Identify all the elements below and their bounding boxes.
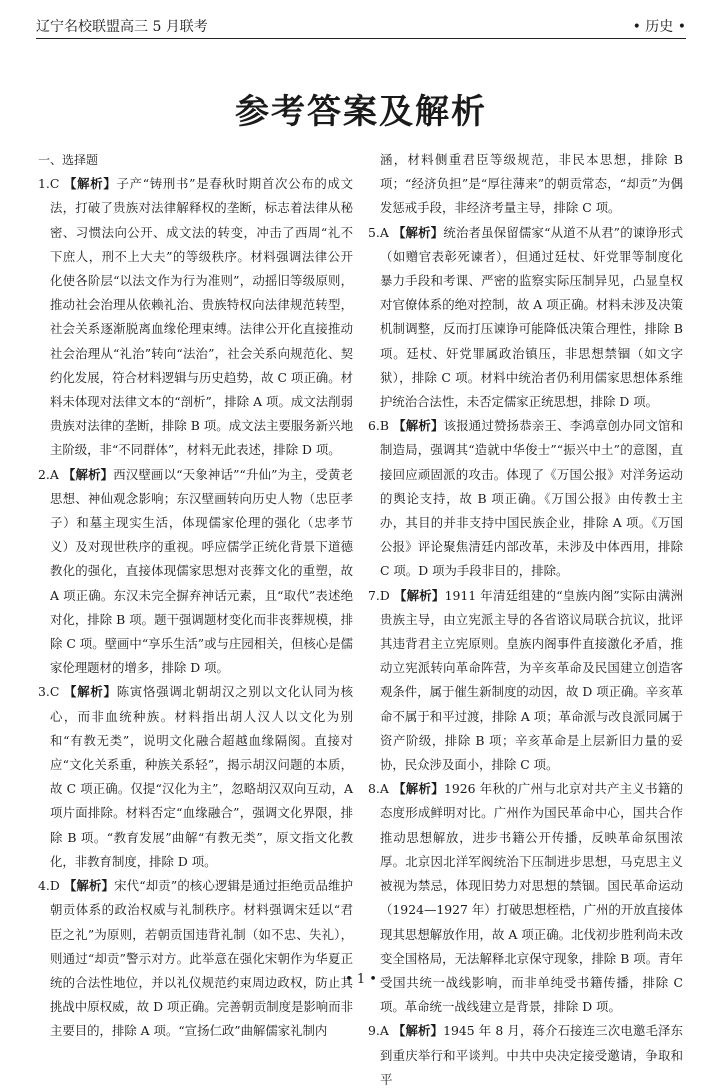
left-column	[38, 148, 353, 1044]
answer-item: 2.A 【解析】西汉壁画以“天象神话”“升仙”为主，受黄老思想、神仙观念影响；东汉壁画转向历史人物（忠臣孝子）和墓主现实生活，体现儒家伦理的强化（忠孝节义）及对现世秩序的重视。呼应儒学正统化背景下道德教化的强化，直接体现儒家思想对丧葬文化的重塑，故 A 项正确。东汉未完全摒弃神话元素，且“取代”表述绝对化，排除 B 项。题干强调题材变化而非丧葬规模，排除 C 项。壁画中“享乐生活”或与庄园相关，但核心是儒家伦理题材的增多，排除 D 项。	[38, 466, 353, 676]
page-header	[36, 14, 686, 39]
right-column	[368, 148, 683, 1092]
page-number: • 1 •	[345, 972, 377, 987]
section-heading: 一、选择题	[38, 153, 99, 167]
answer-item: 5.A 【解析】统治者虽保留儒家“从道不从君”的谏诤形式（如赠官表彰死谏者），但通过廷杖、奸党罪等制度化暴力手段和考课、严密的监察实际压制异见，凸显皇权对官僚体系的绝对控制，故 A 项正确。材料未涉及决策机制调整，反而打压谏诤可能降低决策合理性，排除 B 项。廷杖、奸党罪属政治镇压，非思想禁锢（如文字狱），排除 C 项。材料中统治者仍利用儒家思想体系维护统治合法性，未否定儒家正统思想，排除 D 项。	[368, 224, 684, 410]
page-title: 参考答案及解析	[235, 92, 487, 132]
answer-item: 4.D 【解析】宋代“却贡”的核心逻辑是通过拒绝贡品维护朝贡体系的政治权威与礼制秩序。材料强调宋廷以“君臣之礼”为原则，若朝贡国违背礼制（如不忠、失礼），则通过“却贡”警示对方。此举意在强化宋朝作为华夏正统的合法性地位，并以礼仪规范约束周边政权，防止其挑战中原权威，故 D 项正确。完善朝贡制度是影响而非主要目的，排除 A 项。“宣扬仁政”曲解儒家礼制内	[38, 878, 353, 1039]
answer-continuation: 涵，材料侧重君臣等级规范，非民本思想，排除 B 项；“经济负担”是“厚往薄来”的朝贡常态，“却贡”为偶发惩戒手段，非经济考量主导，排除 C 项。	[380, 152, 683, 216]
answer-item: 9.A 【解析】1945 年 8 月，蒋介石接连三次电邀毛泽东到重庆举行和平谈判。中共中央决定接受邀请，争取和平	[368, 1023, 683, 1087]
answer-item: 6.B 【解析】该报通过赞扬恭亲王、李鸿章创办同文馆和制造局，强调其“造就中华俊士”“振兴中土”的意图，直接回应顽固派的攻击。体现了《万国公报》对洋务运动的舆论支持，故 B 项正确。《万国公报》由传教士主办，其目的并非支持中国民族企业，排除 A 项。《万国公报》评论聚焦清廷内部改革，未涉及中体西用，排除 C 项。D 项为手段非目的，排除。	[368, 418, 684, 579]
answer-item: 7.D 【解析】1911 年清廷组建的“皇族内阁”实际由满洲贵族主导，由立宪派主导的各省谘议局联合抗议，批评其违背君主立宪原则。皇族内阁事件直接激化矛盾，推动立宪派转向革命阵营，为辛亥革命及民国建立创造客观条件，属于催生新制度的动因，故 D 项正确。辛亥革命不属于和平过渡，排除 A 项；革命派与改良派同属于资产阶级，排除 B 项；辛亥革命是上层新旧力量的妥协，民众涉及面小，排除 C 项。	[368, 587, 683, 773]
exam-name: 辽宁名校联盟高三 5 月联考	[36, 19, 208, 35]
answer-item: 1.C 【解析】子产“铸刑书”是春秋时期首次公布的成文法，打破了贵族对法律解释权的垄断，标志着法律从秘密、习惯法向公开、成文法的转变，冲击了西周“礼不下庶人，刑不上大夫”的等级秩序。材料强调法律公开化使各阶层“以法文作为行为准则”，动摇旧等级原则，推动社会治理从依赖礼治、贵族特权向法律规范转型，社会关系逐渐脱离血缘伦理束缚。法律公开化直接推动社会治理从“礼治”转向“法治”，社会关系向规范化、契约化发展，符合材料逻辑与历史趋势，故 C 项正确。材料未体现对法律文本的“剖析”，排除 A 项。成文法削弱贵族对法律的垄断，排除 B 项。成文法主要服务新兴地主阶级，非“不同群体”，材料无此表述，排除 D 项。	[38, 176, 353, 458]
answer-item: 3.C 【解析】陈寅恪强调北朝胡汉之别以文化认同为核心，而非血统种族。材料指出胡人汉人以文化为别和“有教无类”，说明文化融合超越血缘隔阂。直接对应“文化关系重，种族关系轻”，揭示胡汉问题的本质，故 C 项正确。仅提“汉化为主”，忽略胡汉双向互动，A 项片面排除。材料否定“血缘融合”，强调文化界限，排除 B 项。“教育发展”曲解“有教无类”，原文指文化教化，非教育制度，排除 D 项。	[38, 684, 353, 869]
subject-label: • 历史 •	[632, 19, 686, 35]
answer-item: 8.A 【解析】1926 年秋的广州与北京对共产主义书籍的态度形成鲜明对比。广州作为国民革命中心，国共合作推动思想解放，进步书籍公开传播，反映革命氛围浓厚。北京因北洋军阀统治下压制进步思想，马克思主义被视为禁忌，体现旧势力对思想的禁锢。国民革命运动（1924—1927 年）打破思想桎梏，广州的开放直接体现其思想解放作用，故 A 项正确。北伐初步胜利尚未改变全国格局，无法解释北京保守现象，排除 B 项。青年受国共统一战线影响，而非单纯受书籍传播，排除 C 项。革命统一战线建立是背景，排除 D 项。	[368, 781, 683, 1015]
